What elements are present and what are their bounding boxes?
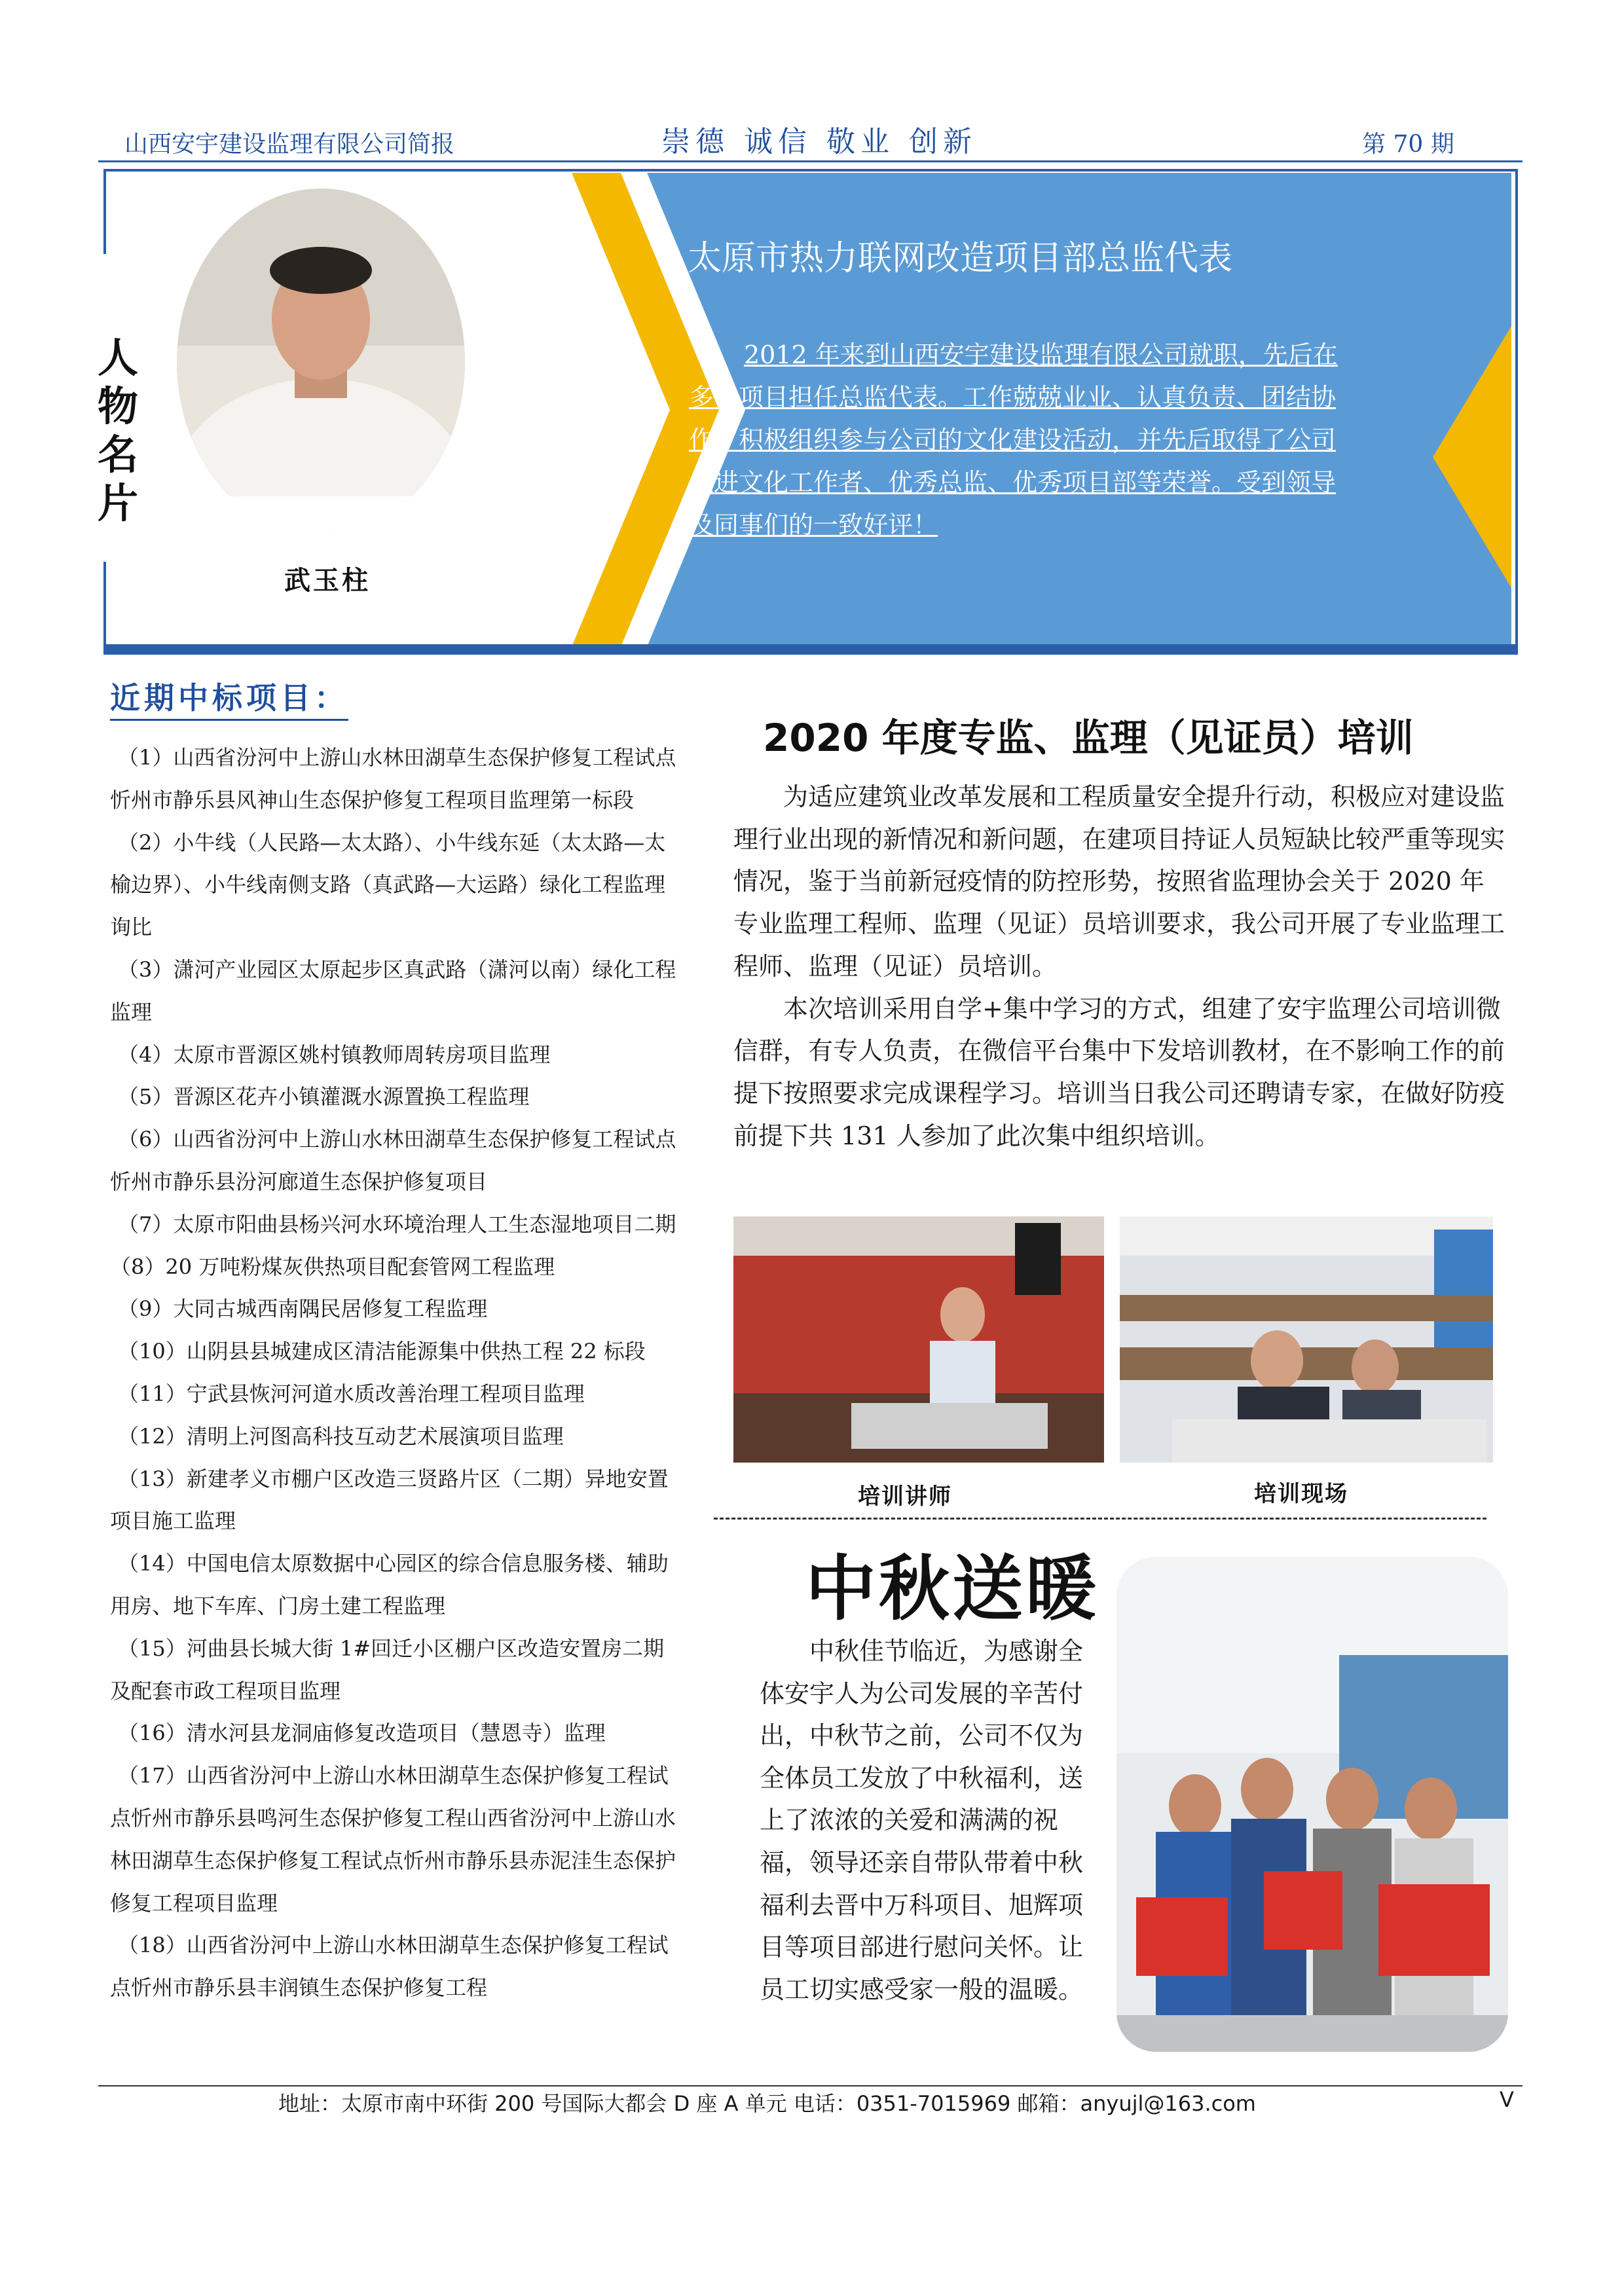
- mid-autumn-title: 中秋送暖: [805, 1548, 1099, 1630]
- training-scene-photo: [1120, 1216, 1493, 1463]
- section-label-vertical: 人 物 名 片: [97, 334, 138, 527]
- list-item: （11）宁武县恢河河道水质改善治理工程项目监理: [118, 1381, 585, 1406]
- list-item: （5）晋源区花卉小镇灌溉水源置换工程监理: [118, 1084, 530, 1110]
- article-paragraph: 为适应建筑业改革发展和工程质量安全提升行动，积极应对建设监理行业出现的新情况和新问题，在建项目持证人员短缺比较严重等现实情况，鉴于当前新冠疫情的防控形势，按照省监理协会关于 2020 年专业监理工程师、监理（见证）员培训要求，我公司开展了专业监理工程师、监理（见证）员培训。: [733, 782, 1505, 981]
- list-item: （12）清明上河图高科技互动艺术展演项目监理: [118, 1423, 564, 1449]
- list-item: （7）太原市阳曲县杨兴河水环境治理人工生态湿地项目二期（8）20 万吨粉煤灰供热项目配套管网工程监理: [110, 1211, 676, 1279]
- list-item: （1）山西省汾河中上游山水林田湖草生态保护修复工程试点忻州市静乐县风神山生态保护修复工程项目监理第一标段: [110, 745, 676, 812]
- newsletter-company-name: 山西安宇建设监理有限公司简报: [124, 131, 455, 158]
- mid-autumn-group-photo: [1116, 1557, 1508, 2052]
- person-name: 武玉柱: [284, 566, 371, 596]
- training-article-title: 2020 年度专监、监理（见证员）培训: [763, 716, 1414, 760]
- footer-contact-info: 地址：太原市南中环街 200 号国际大都会 D 座 A 单元 电话：0351-7015969 邮箱：anyujl@163.com: [278, 2091, 1256, 2116]
- list-item: （3）潇河产业园区太原起步区真武路（潇河以南）绿化工程监理: [110, 957, 676, 1025]
- company-motto: 崇德 诚信 敬业 创新: [661, 125, 977, 158]
- issue-number: 第 70 期: [1362, 131, 1454, 158]
- list-item: （17）山西省汾河中上游山水林田湖草生态保护修复工程试点忻州市静乐县鸣河生态保护修复工程山西省汾河中上游山水林田湖草生态保护修复工程试点忻州市静乐县赤泥洼生态保护修复工程项目监理: [110, 1763, 676, 1916]
- list-item: （14）中国电信太原数据中心园区的综合信息服务楼、辅助用房、地下车库、门房土建工程监理: [110, 1551, 669, 1618]
- list-item: （13）新建孝义市棚户区改造三贤路片区（二期）异地安置项目施工监理: [110, 1466, 669, 1534]
- list-item: （16）清水河县龙洞庙修复改造项目（慧恩寺）监理: [118, 1721, 606, 1746]
- training-article-body: [733, 776, 1506, 1157]
- article-paragraph: 本次培训采用自学+集中学习的方式，组建了安宇监理公司培训微信群，有专人负责，在微信平台集中下发培训教材，在不影响工作的前提下按照要求完成课程学习。培训当日我公司还聘请专家，在做好防疫前提下共 131 人参加了此次集中组织培训。: [733, 994, 1505, 1150]
- list-item: （18）山西省汾河中上游山水林田湖草生态保护修复工程试点忻州市静乐县丰润镇生态保护修复工程: [110, 1933, 669, 2001]
- page-number: V: [1500, 2087, 1514, 2112]
- section-divider-dashed: [714, 1518, 1486, 1520]
- projects-list: [110, 737, 680, 2009]
- lecturer-photo-caption: 培训讲师: [858, 1484, 952, 1510]
- footer-divider: [98, 2085, 1522, 2086]
- profile-title: 太原市热力联网改造项目部总监代表: [688, 239, 1233, 278]
- list-item: （9）大同古城西南隅民居修复工程监理: [118, 1296, 488, 1322]
- list-item: （4）太原市晋源区姚村镇教师周转房项目监理: [118, 1042, 551, 1067]
- training-scene-caption: 培训现场: [1254, 1481, 1348, 1507]
- list-item: （2）小牛线（人民路—太太路）、小牛线东延（太太路—太榆边界）、小牛线南侧支路（真武路—大运路）绿化工程监理询比: [110, 829, 666, 940]
- header-divider: [98, 160, 1522, 162]
- list-item: （15）河曲县长城大街 1#回迁小区棚户区改造安置房二期及配套市政工程项目监理: [110, 1635, 665, 1704]
- lecturer-photo: [733, 1216, 1104, 1463]
- list-item: （6）山西省汾河中上游山水林田湖草生态保护修复工程试点忻州市静乐县汾河廊道生态保护修复项目: [110, 1127, 676, 1194]
- portrait-photo: [177, 189, 465, 536]
- list-item: （10）山阴县县城建成区清洁能源集中供热工程 22 标段: [118, 1339, 646, 1364]
- mid-autumn-body: [760, 1630, 1087, 2011]
- projects-heading: 近期中标项目：: [110, 674, 348, 721]
- article-paragraph: 中秋佳节临近，为感谢全体安宇人为公司发展的辛苦付出，中秋节之前，公司不仅为全体员工发放了中秋福利，送上了浓浓的关爱和满满的祝福，领导还亲自带队带着中秋福利去晋中万科项目、旭辉项目等项目部进行慰问关怀。让员工切实感受家一般的温暖。: [760, 1637, 1084, 2004]
- profile-bio: 2012 年来到山西安宇建设监理有限公司就职，先后在多个项目担任总监代表。工作兢兢业业、认真负责、团结协作，积极组织参与公司的文化建设活动，并先后取得了公司先进文化工作者、优秀总监、优秀项目部等荣誉。受到领导及同事们的一致好评！: [689, 340, 1338, 539]
